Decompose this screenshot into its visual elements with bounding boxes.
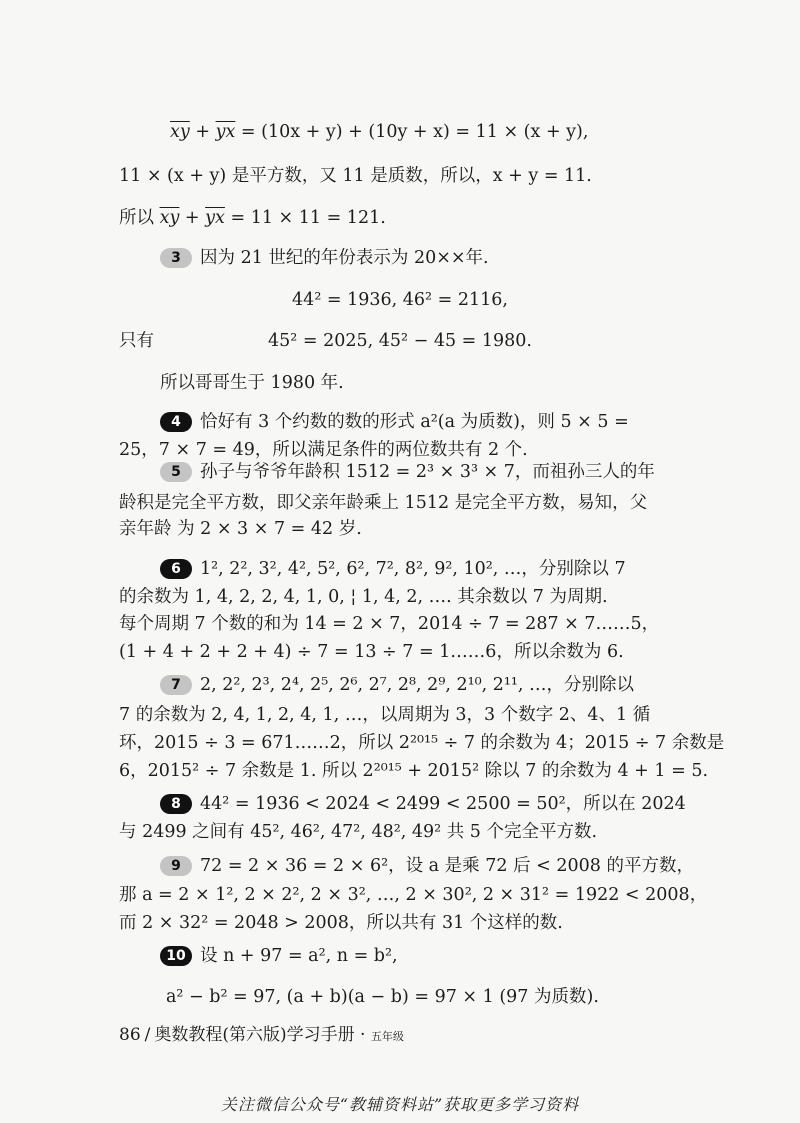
problem-8-line-2: 与 2499 之间有 45², 46², 47², 48², 49² 共 5 个完全平方数. [119, 822, 598, 842]
problem-8-line-1 [160, 792, 686, 816]
problem-3-conclusion: 所以哥哥生于 1980 年. [160, 373, 344, 393]
problem-5-line-1 [160, 460, 655, 484]
problem-4-line-2: 25，7 × 7 = 49，所以满足条件的两位数共有 2 个. [119, 440, 528, 460]
solution-2-line-1 [170, 120, 588, 144]
solution-2-line-2: 11 × (x + y) 是平方数，又 11 是质数，所以，x + y = 11. [119, 166, 592, 186]
overline-yx: $\overline{yx}$ [215, 122, 236, 142]
overline-yx: $\overline{yx}$ [205, 208, 225, 228]
page-footer [119, 1020, 404, 1045]
line-prefix: 所以 [119, 208, 160, 228]
problem-text: 因为 21 世纪的年份表示为 20××年. [200, 248, 489, 268]
solution-2-line-3 [119, 206, 386, 230]
problem-6-line-3: 每个周期 7 个数的和为 14 = 2 × 7，2014 ÷ 7 = 287 × 7……5， [119, 614, 660, 634]
problem-9-line-1 [160, 854, 694, 878]
plus-sign: + [179, 208, 206, 228]
problem-9-line-3: 而 2 × 32² = 2048 > 2008，所以共有 31 个这样的数. [119, 913, 563, 933]
only-label: 只有 [119, 331, 154, 351]
page-number: 86 [119, 1025, 141, 1045]
problem-number-badge: 9 [160, 856, 192, 876]
problem-text: 44² = 1936 < 2024 < 2499 < 2500 = 50²，所以在 2024 [200, 794, 686, 814]
plus-sign: + [189, 122, 216, 142]
problem-text: 孙子与爷爷年龄积 1512 = 2³ × 3³ × 7，而祖孙三人的年 [200, 462, 655, 482]
book-title: 奥数教程(第六版)学习手册 [154, 1025, 355, 1045]
problem-5-line-3: 亲年龄 为 2 × 3 × 7 = 42 岁. [119, 519, 362, 539]
problem-text: 恰好有 3 个约数的数的形式 a²(a 为质数)，则 5 × 5 = [200, 412, 629, 432]
problem-7-line-3: 环，2015 ÷ 3 = 671……2，所以 2²⁰¹⁵ ÷ 7 的余数为 4；2015 ÷ 7 余数是 [119, 733, 725, 753]
problem-number-badge: 8 [160, 794, 192, 814]
problem-number-badge: 7 [160, 675, 192, 695]
problem-5-line-2: 龄积是完全平方数，即父亲年龄乘上 1512 是完全平方数，易知，父 [119, 493, 648, 513]
problem-number-badge: 6 [160, 559, 192, 579]
problem-number-badge: 10 [160, 946, 192, 966]
problem-text: 2, 2², 2³, 2⁴, 2⁵, 2⁶, 2⁷, 2⁸, 2⁹, 2¹⁰, 2¹¹, …，分别除以 [200, 675, 635, 695]
problem-text: 72 = 2 × 36 = 2 × 6²，设 a 是乘 72 后 < 2008 的平方数， [200, 856, 694, 876]
problem-7-line-4: 6，2015² ÷ 7 余数是 1. 所以 2²⁰¹⁵ + 2015² 除以 7 的余数为 4 + 1 = 5. [119, 761, 709, 781]
overline-xy: $\overline{xy}$ [170, 122, 190, 142]
problem-3-line-1 [160, 246, 489, 270]
formula-44-46: 44² = 1936, 46² = 2116, [292, 290, 508, 310]
problem-6-line-2: 的余数为 1, 4, 2, 2, 4, 1, 0, ¦ 1, 4, 2, …. 其余数以 7 为周期. [119, 587, 608, 607]
footer-slash: / [144, 1025, 151, 1045]
formula-45: 45² = 2025, 45² − 45 = 1980. [268, 331, 532, 351]
problem-10-line-1 [160, 944, 398, 968]
problem-9-line-2: 那 a = 2 × 1², 2 × 2², 2 × 3², …, 2 × 30², 2 × 31² = 1922 < 2008， [119, 885, 708, 905]
problem-text: 设 n + 97 = a², n = b², [200, 946, 398, 966]
grade-label: 五年级 [370, 1030, 404, 1043]
problem-6-line-1 [160, 557, 626, 581]
problem-10-formula: a² − b² = 97, (a + b)(a − b) = 97 × 1 (97 为质数). [166, 987, 599, 1007]
overline-xy: $\overline{xy}$ [159, 208, 180, 228]
footer-dot: · [360, 1025, 366, 1045]
problem-number-badge: 5 [160, 462, 192, 482]
problem-number-badge: 3 [160, 248, 192, 268]
problem-7-line-2: 7 的余数为 2, 4, 1, 2, 4, 1, …，以周期为 3，3 个数字 2、4、1 循 [119, 705, 651, 725]
problem-7-line-1 [160, 673, 634, 697]
problem-number-badge: 4 [160, 412, 192, 432]
problem-text: 1², 2², 3², 4², 5², 6², 7², 8², 9², 10², …，分别除以 7 [200, 559, 626, 579]
problem-6-line-4: (1 + 4 + 2 + 2 + 4) ÷ 7 = 13 ÷ 7 = 1……6，所以余数为 6. [119, 642, 624, 662]
watermark-text: 关注微信公众号“教辅资料站”获取更多学习资料 [220, 1095, 580, 1114]
problem-4-line-1 [160, 410, 629, 434]
equation-rest: = (10x + y) + (10y + x) = 11 × (x + y), [235, 122, 589, 142]
equation-rest: = 11 × 11 = 121. [224, 208, 386, 228]
